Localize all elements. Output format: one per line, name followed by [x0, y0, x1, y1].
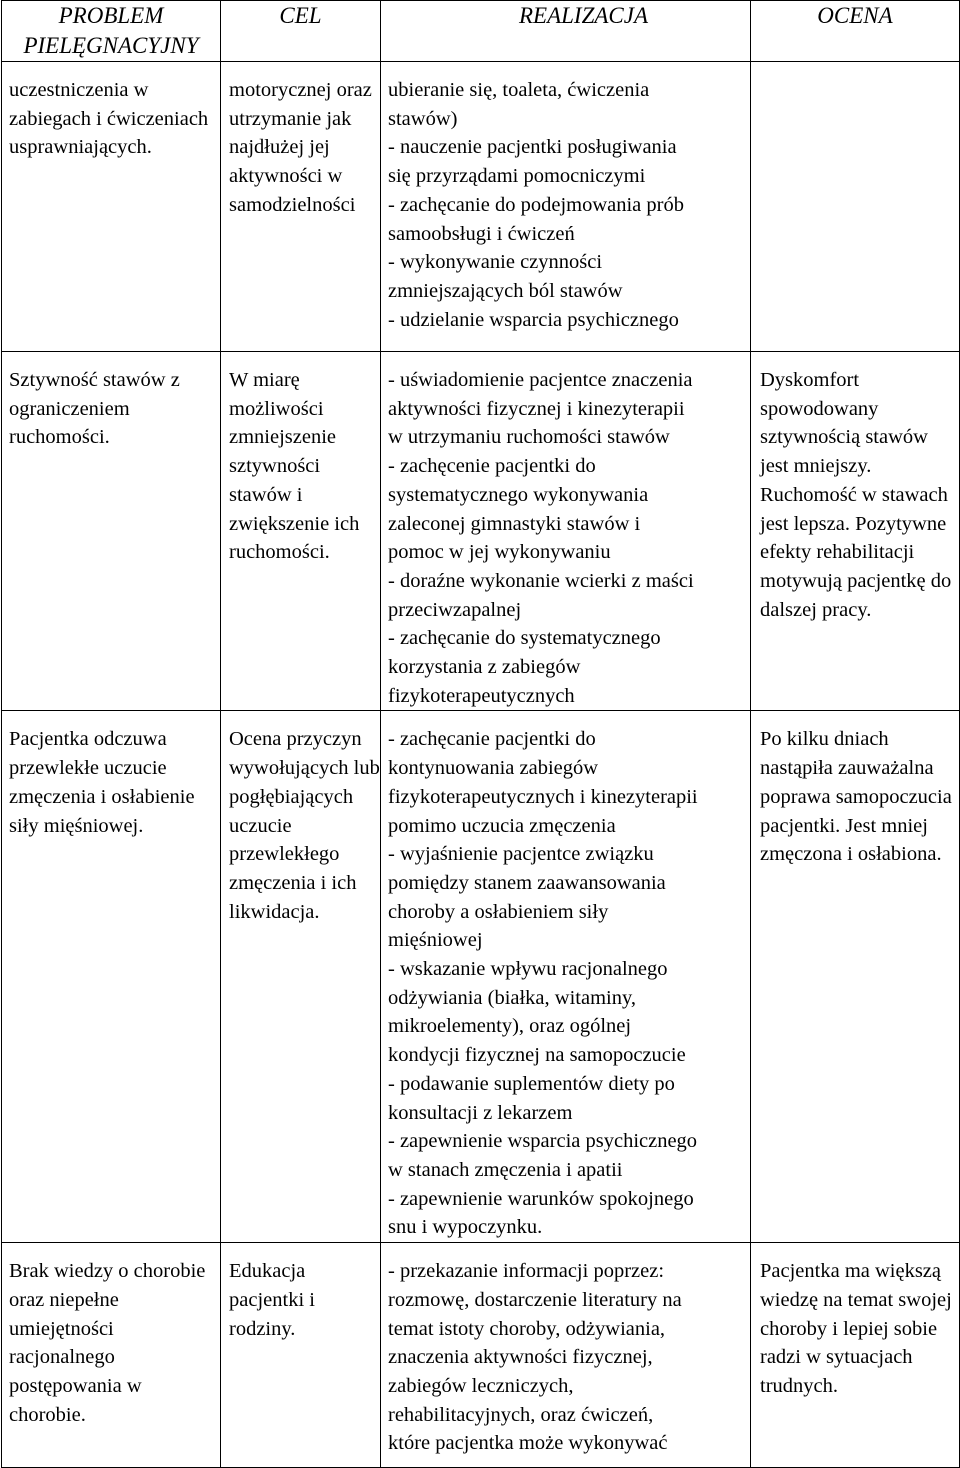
goal-cell: motorycznej oraz utrzymanie jak najdłużej jej aktywności w samodzielności — [221, 62, 381, 352]
implementation-line: zaleconej gimnastyki stawów i — [388, 512, 641, 535]
header-cel: CEL — [221, 1, 381, 62]
header-problem — [2, 1, 221, 62]
implementation-line: - zachęcanie do systematycznego — [388, 627, 661, 650]
implementation-line: korzystania z zabiegów — [388, 656, 581, 679]
implementation-line: aktywności fizycznej i kinezyterapii — [388, 397, 685, 420]
implementation-line: snu i wypoczynku. — [388, 1216, 543, 1239]
header-problem-line2: PIELĘGNACYJNY — [23, 33, 199, 58]
implementation-line: - wyjaśnienie pacjentce związku — [388, 843, 654, 866]
implementation-cell — [381, 352, 751, 711]
implementation-line: rehabilitacyjnych, oraz ćwiczeń, — [388, 1403, 654, 1426]
evaluation-cell — [751, 62, 960, 352]
implementation-line: rozmowę, dostarczenie literatury na — [388, 1288, 682, 1311]
implementation-line: - uświadomienie pacjentce znaczenia — [388, 369, 693, 391]
header-problem-line1: PROBLEM — [58, 3, 164, 28]
goal-cell: Edukacja pacjentki i rodziny. — [221, 1243, 381, 1468]
header-ocena: OCENA — [751, 1, 960, 62]
table-row — [2, 711, 960, 1243]
implementation-line: - udzielanie wsparcia psychicznego — [388, 308, 679, 331]
implementation-line: konsultacji z lekarzem — [388, 1101, 573, 1124]
header-realizacja: REALIZACJA — [381, 1, 751, 62]
implementation-line: choroby a osłabieniem siły — [388, 900, 609, 923]
implementation-line: zmniejszających ból stawów — [388, 279, 623, 302]
implementation-line: - zachęcenie pacjentki do — [388, 455, 596, 478]
implementation-line: samoobsługi i ćwiczeń — [388, 222, 575, 245]
nursing-care-plan-table — [1, 0, 960, 1468]
implementation-line: - zachęcanie pacjentki do — [388, 728, 596, 751]
implementation-line: w stanach zmęczenia i apatii — [388, 1158, 623, 1181]
implementation-line: - doraźne wykonanie wcierki z maści — [388, 569, 694, 592]
implementation-line: pomiędzy stanem zaawansowania — [388, 871, 666, 894]
implementation-line: pomimo uczucia zmęczenia — [388, 814, 616, 837]
implementation-line: - zapewnienie warunków spokojnego — [388, 1187, 694, 1210]
implementation-cell — [381, 1243, 751, 1468]
implementation-line: stawów) — [388, 107, 458, 130]
implementation-line: przeciwzapalnej — [388, 598, 522, 621]
implementation-line: - wykonywanie czynności — [388, 251, 603, 274]
implementation-line: mikroelementy), oraz ogólnej — [388, 1015, 632, 1038]
implementation-line: - zachęcanie do podejmowania prób — [388, 193, 684, 216]
implementation-line: fizykoterapeutycznych i kinezyterapii — [388, 785, 698, 808]
implementation-line: się przyrządami pomocniczymi — [388, 165, 646, 188]
implementation-line: fizykoterapeutycznych — [388, 684, 575, 707]
evaluation-cell: Po kilku dniach nastąpiła zauważalna poprawa samopoczucia pacjentki. Jest mniej zmęczona i osłabiona. — [751, 711, 960, 1243]
implementation-line: odżywiania (białka, witaminy, — [388, 986, 637, 1009]
implementation-line: ubieranie się, toaleta, ćwiczenia — [388, 79, 650, 101]
implementation-line: znaczenia aktywności fizycznej, — [388, 1346, 653, 1369]
problem-cell: Pacjentka odczuwa przewlekłe uczucie zmęczenia i osłabienie siły mięśniowej. — [2, 711, 221, 1243]
implementation-line: - wskazanie wpływu racjonalnego — [388, 958, 668, 981]
implementation-line: - zapewnienie wsparcia psychicznego — [388, 1130, 698, 1153]
problem-cell: uczestniczenia w zabiegach i ćwiczeniach usprawniających. — [2, 62, 221, 352]
goal-cell: Ocena przyczyn wywołujących lub pogłębiających uczucie przewlekłego zmęczenia i ich likwidacja. — [221, 711, 381, 1243]
implementation-line: - podawanie suplementów diety po — [388, 1072, 675, 1095]
problem-cell: Brak wiedzy o chorobie oraz niepełne umiejętności racjonalnego postępowania w chorobie. — [2, 1243, 221, 1468]
implementation-cell — [381, 62, 751, 352]
implementation-cell — [381, 711, 751, 1243]
implementation-line: w utrzymaniu ruchomości stawów — [388, 426, 670, 449]
implementation-line: mięśniowej — [388, 929, 483, 952]
implementation-line: które pacjentka może wykonywać — [388, 1432, 668, 1455]
implementation-line: kontynuowania zabiegów — [388, 757, 599, 780]
problem-cell: Sztywność stawów z ograniczeniem ruchomości. — [2, 352, 221, 711]
table-row — [2, 62, 960, 352]
implementation-line: - nauczenie pacjentki posługiwania — [388, 136, 677, 159]
evaluation-cell: Pacjentka ma większą wiedzę na temat swojej choroby i lepiej sobie radzi w sytuacjach trudnych. — [751, 1243, 960, 1468]
implementation-line: temat istoty choroby, odżywiania, — [388, 1317, 666, 1340]
table-row — [2, 352, 960, 711]
implementation-line: pomoc w jej wykonywaniu — [388, 541, 611, 564]
table-row — [2, 1243, 960, 1468]
evaluation-cell: Dyskomfort spowodowany sztywnością stawów jest mniejszy. Ruchomość w stawach jest lepsza. Pozytywne efekty rehabilitacji motywują pacjentkę do dalszej pracy. — [751, 352, 960, 711]
implementation-line: - przekazanie informacji poprzez: — [388, 1260, 665, 1283]
implementation-line: systematycznego wykonywania — [388, 483, 649, 506]
implementation-line: zabiegów leczniczych, — [388, 1374, 574, 1397]
goal-cell: W miarę możliwości zmniejszenie sztywności stawów i zwiększenie ich ruchomości. — [221, 352, 381, 711]
header-row — [2, 1, 960, 62]
implementation-line: kondycji fizycznej na samopoczucie — [388, 1044, 686, 1067]
